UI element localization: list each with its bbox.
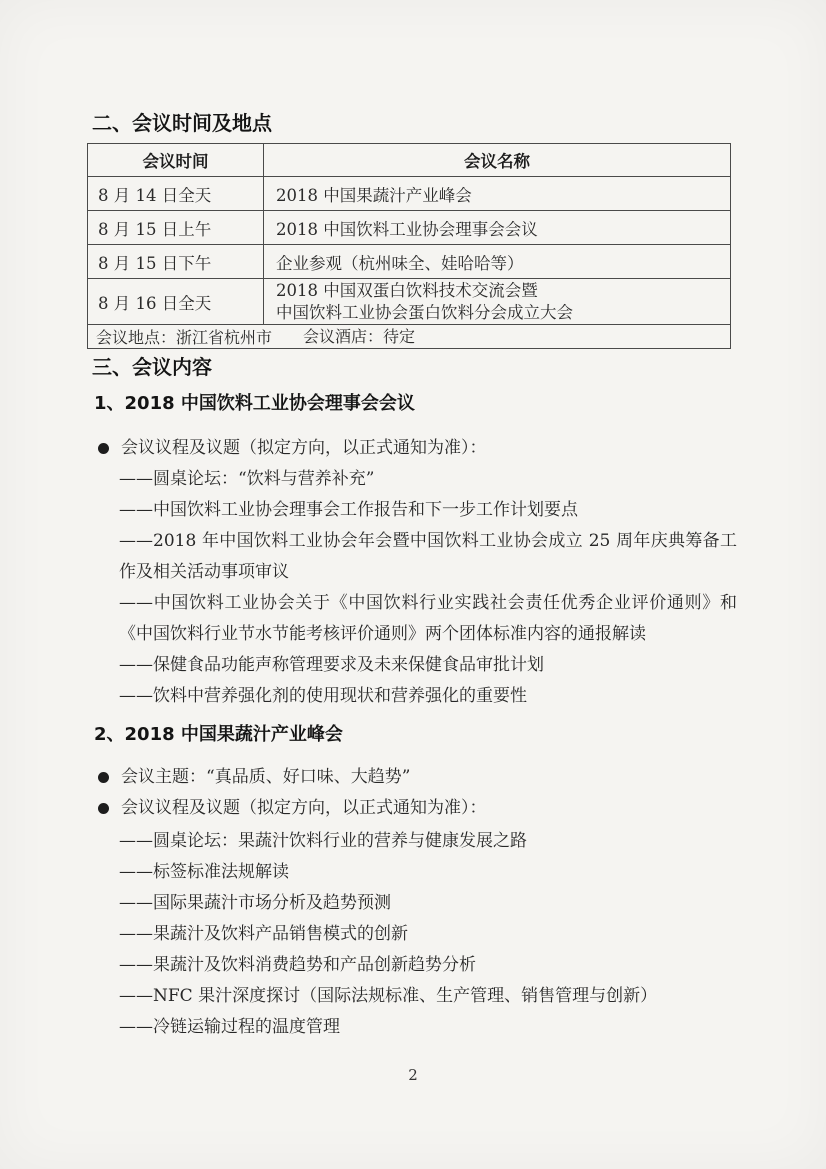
table-row [88, 245, 731, 279]
column-header-time: 会议时间 [88, 144, 264, 177]
table-row [88, 211, 731, 245]
bullet-icon [98, 803, 109, 814]
agenda-item: ——保健食品功能声称管理要求及未来保健食品审批计划 [119, 655, 544, 675]
agenda-item: ——圆桌论坛：“饮料与营养补充” [119, 469, 375, 489]
cell-time: 8 月 16 日全天 [88, 279, 264, 325]
section-heading-content: 三、会议内容 [92, 355, 212, 379]
bullet-item [98, 433, 740, 464]
footer-location: 会议地点：浙江省杭州市 [96, 328, 273, 347]
agenda-item: ——2018 年中国饮料工业协会年会暨中国饮料工业协会成立 25 周年庆典筹备工作及相关活动事项审议 [119, 531, 737, 582]
column-header-name: 会议名称 [264, 144, 731, 177]
table-footer-row [88, 325, 731, 349]
agenda-item: ——冷链运输过程的温度管理 [119, 1017, 340, 1037]
subsection-heading-1: 1、2018 中国饮料工业协会理事会会议 [94, 393, 415, 414]
bullet-label: 会议议程及议题（拟定方向，以正式通知为准）： [121, 798, 487, 818]
table-footer-cell [88, 325, 731, 349]
bullet-icon [98, 443, 109, 454]
agenda-item: ——圆桌论坛：果蔬汁饮料行业的营养与健康发展之路 [119, 831, 527, 851]
table-row [88, 279, 731, 325]
agenda-item: ——果蔬汁及饮料消费趋势和产品创新趋势分析 [119, 955, 476, 975]
table-header-row [88, 144, 731, 177]
cell-name: 2018 中国果蔬汁产业峰会 [264, 177, 731, 211]
cell-time: 8 月 14 日全天 [88, 177, 264, 211]
section-heading-time-location: 二、会议时间及地点 [92, 111, 272, 135]
bullet-label: 会议主题：“真品质、好口味、大趋势” [121, 767, 411, 787]
cell-name: 企业参观（杭州味全、娃哈哈等） [264, 245, 731, 279]
table-row [88, 177, 731, 211]
cell-time: 8 月 15 日上午 [88, 211, 264, 245]
agenda-item: ——国际果蔬汁市场分析及趋势预测 [119, 893, 391, 913]
bullet-label: 会议议程及议题（拟定方向，以正式通知为准）： [121, 438, 487, 458]
document-content [92, 111, 740, 1043]
page-number: 2 [408, 1066, 418, 1084]
footer-hotel: 会议酒店：待定 [303, 327, 416, 346]
cell-name-line2: 中国饮料工业协会蛋白饮料分会成立大会 [276, 302, 573, 322]
subsection-heading-2: 2、2018 中国果蔬汁产业峰会 [94, 724, 343, 745]
cell-name: 2018 中国饮料工业协会理事会会议 [264, 211, 731, 245]
cell-name-line1: 2018 中国双蛋白饮料技术交流会暨 [276, 280, 538, 300]
bullet-icon [98, 772, 109, 783]
schedule-table [87, 143, 731, 349]
cell-name [264, 279, 731, 325]
cell-time: 8 月 15 日下午 [88, 245, 264, 279]
agenda-item: ——中国饮料工业协会关于《中国饮料行业实践社会责任优秀企业评价通则》和《中国饮料行业节水节能考核评价通则》两个团体标准内容的通报解读 [119, 593, 737, 644]
bullet-item [98, 762, 740, 793]
agenda-item: ——NFC 果汁深度探讨（国际法规标准、生产管理、销售管理与创新） [119, 986, 658, 1006]
agenda-item: ——果蔬汁及饮料产品销售模式的创新 [119, 924, 408, 944]
bullet-item [98, 793, 740, 824]
agenda-item: ——中国饮料工业协会理事会工作报告和下一步工作计划要点 [119, 500, 578, 520]
agenda-item: ——饮料中营养强化剂的使用现状和营养强化的重要性 [119, 686, 527, 706]
agenda-item: ——标签标准法规解读 [119, 862, 289, 882]
